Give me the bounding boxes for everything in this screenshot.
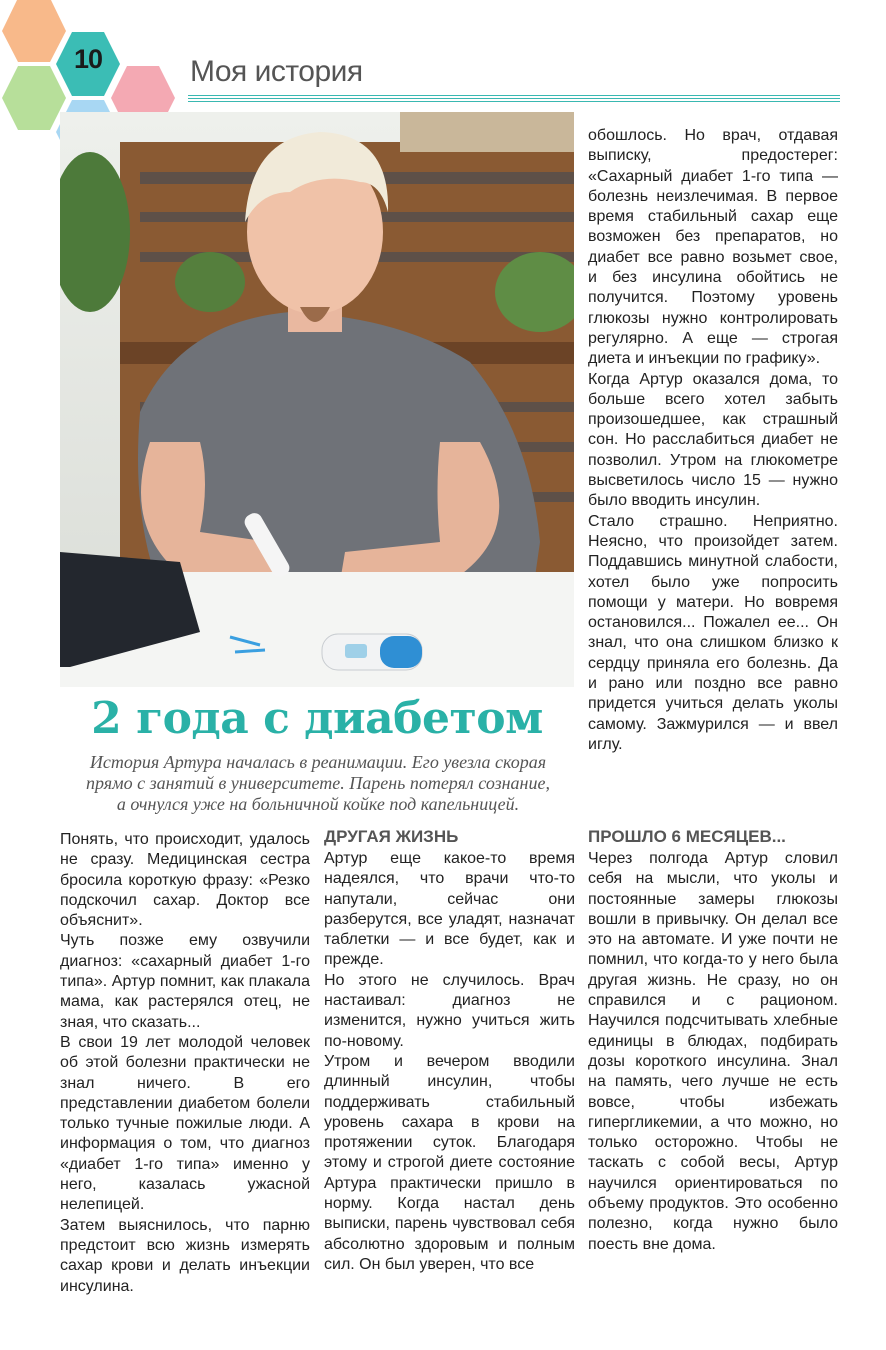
title-rule	[188, 101, 840, 102]
paragraph: Артур еще какое-то время надеялся, что врачи что-то напутали, сейчас они разберутся, все уладят, назначат таблетки — и все будет, как и прежде.	[324, 850, 575, 969]
paragraph: Стало страшно. Неприятно. Неясно, что произойдет затем. Поддавшись минутной слабости, хотел было уже попросить помощи у матери. Но вовремя остановился... Пожалел ее... Он знал, что она слишком близко к сердцу приняла его болезнь. Да и рано или поздно все равно придется учиться делать уколы самому. Зажмурился — и ввел иглу.	[588, 512, 838, 753]
text-column-2	[324, 826, 575, 1275]
subheading-other-life: ДРУГАЯ ЖИЗНЬ	[324, 827, 459, 846]
title-rule	[188, 95, 840, 96]
page-number: 10	[73, 44, 103, 74]
paragraph: Понять, что происходит, удалось не сразу. Медицинская сестра бросила короткую фразу: «Резко подскочил сахар. Доктор все объяснит».	[60, 831, 310, 930]
hex-orange	[2, 0, 66, 62]
article-lead	[58, 752, 578, 815]
paragraph: Но этого не случилось. Врач настаивал: диагноз не изменится, нужно учиться жить по-новому.	[324, 971, 575, 1050]
paragraph: Затем выяснилось, что парню предстоит всю жизнь измерять сахар крови и делать инъекции инсулина.	[60, 1216, 310, 1295]
subheading-six-months: ПРОШЛО 6 МЕСЯЦЕВ...	[588, 827, 786, 846]
lead-line: а очнулся уже на больничной койке под капельницей.	[116, 794, 520, 814]
paragraph: В свои 19 лет молодой человек об этой болезни практически не знал ничего. В его представлении диабетом болели только тучные пожилые люди. А информация о том, что диагноз «диабет 1-го типа» именно у него, казалась ужасной нелепицей.	[60, 1033, 310, 1214]
paragraph: Чуть позже ему озвучили диагноз: «сахарный диабет 1-го типа». Артур помнит, как плакала мама, как растерялся отец, не зная, что сказать...	[60, 932, 310, 1031]
paragraph: Через полгода Артур словил себя на мысли, что уколы и постоянные замеры глюкозы вошли в привычку. Он делал все это на автомате. И уже почти не помнил, что когда-то у него была другая жизнь. Не сразу, но он справился и с рационом. Научился подсчитывать хлебные единицы в блюдах, подбирать дозы короткого инсулина. Знал на память, чего лучше не есть вовсе, чтобы избежать гипергликемии, а что можно, но только осторожно. Чтобы не таскать с собой весы, Артур научился ориентироваться по объему продуктов. Это особенно полезно, когда нужно было поесть вне дома.	[588, 850, 838, 1253]
paragraph: Когда Артур оказался дома, то больше всего хотел забыть произошедшее, как страшный сон. Но расслабиться диабет не позволил. Утром на глюкометре высветилось число 15 — нужно было вводить инсулин.	[588, 370, 838, 510]
lead-line: История Артура началась в реанимации. Его увезла скорая	[89, 752, 547, 772]
section-title: Моя история	[190, 55, 363, 88]
text-column-right-top	[588, 126, 838, 755]
paragraph: обошлось. Но врач, отдавая выписку, предостерег: «Сахарный диабет 1-го типа — болезнь неизлечимая. В первое время стабильный сахар еще возможен без препаратов, но диабет все равно возьмет свое, и без инсулина обойтись не получится. Поэтому уровень глюкозы нужно контролировать регулярно. А еще — строгая диета и инъекции по графику».	[588, 127, 838, 368]
hex-green	[2, 66, 66, 130]
article-photo	[60, 112, 574, 687]
paragraph: Утром и вечером вводили длинный инсулин, чтобы поддерживать стабильный уровень сахара в крови на протяжении суток. Благодаря этому и строгой диете состояние Артура практически пришло в норму. Когда настал день выписки, парень чувствовал себя абсолютно здоровым и полным сил. Он был уверен, что все	[324, 1052, 575, 1273]
article-headline: 2 года с диабетом	[91, 693, 543, 744]
text-column-3	[588, 826, 838, 1255]
title-rule	[188, 98, 840, 99]
text-column-1	[60, 830, 310, 1297]
lead-line: прямо с занятий в университете. Парень потерял сознание,	[86, 773, 550, 793]
man-measuring-blood-sugar-photo	[60, 112, 574, 687]
